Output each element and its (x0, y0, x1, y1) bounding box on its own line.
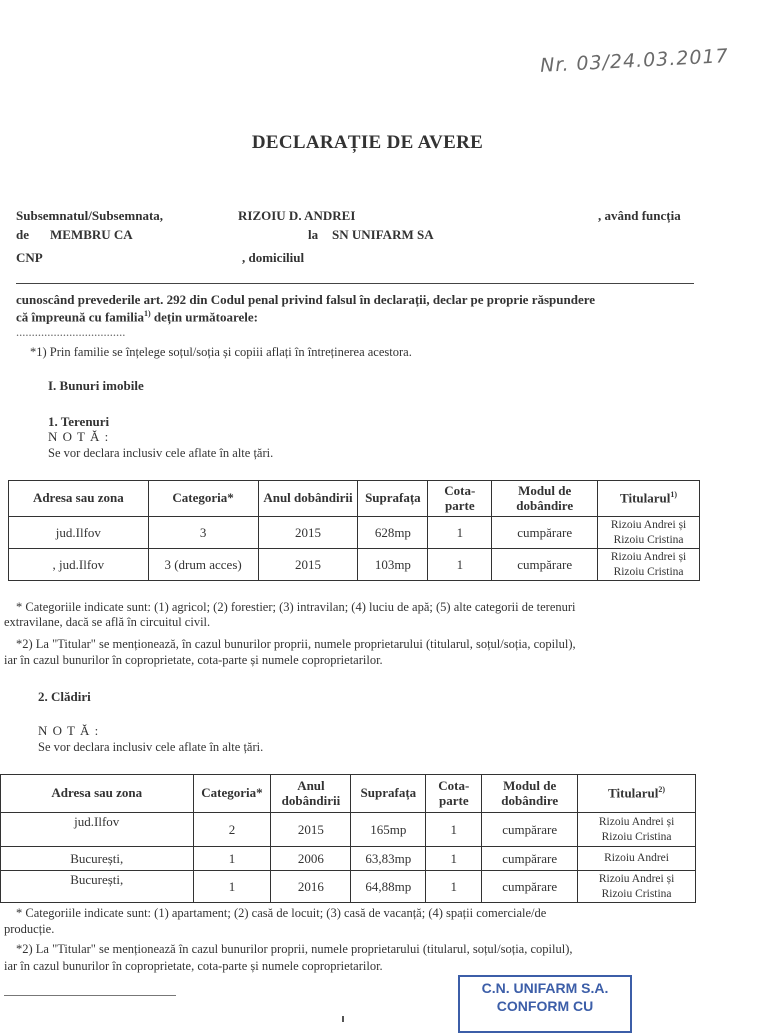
avand-functia-label: , având funcția (598, 208, 681, 223)
cell-cota: 1 (426, 813, 482, 847)
terenuri-footnote2-line1: *2) La "Titular" se menționează, în cazul bunurilor proprii, numele proprietarului (titularul, soțul/soția, copilul), (16, 637, 576, 651)
stamp-line2: CONFORM CU (496, 998, 594, 1014)
dots-separator: ................................... (16, 325, 126, 339)
section-cladiri-heading: 2. Clădiri (38, 689, 91, 704)
table-row (9, 517, 700, 549)
cell-anul: 2015 (258, 549, 358, 581)
header-titular (578, 775, 696, 813)
header-cota: Cota-parte (426, 775, 482, 813)
section-bunuri-imobile-heading: I. Bunuri imobile (48, 378, 144, 393)
cladiri-footnote1-line1: * Categoriile indicate sunt: (1) apartament; (2) casă de locuit; (3) casă de vacanță; (4) spații comerciale/de (16, 906, 547, 920)
footnote-separator (4, 995, 176, 996)
cell-titular (578, 847, 696, 871)
family-note: *1) Prin familie se înțelege soțul/soția și copiii aflați în întreținerea acestora. (30, 345, 412, 359)
de-label: de (16, 227, 29, 242)
cell-categoria: 3 (148, 517, 258, 549)
header-suprafata: Suprafața (351, 775, 426, 813)
terenuri-nota-label: N O T Ă : (48, 429, 110, 444)
header-modul: Modul de dobândire (492, 481, 598, 517)
cell-anul: 2015 (258, 517, 358, 549)
table-row (1, 871, 696, 903)
titular-line2: Rizoiu Cristina (601, 887, 672, 900)
header-categoria: Categoria* (193, 775, 271, 813)
cell-suprafata: 103mp (358, 549, 428, 581)
handwritten-registration-number: Nr. 03/24.03.2017 (539, 45, 730, 77)
cell-categoria: 3 (drum acces) (148, 549, 258, 581)
declarant-name: RIZOIU D. ANDREI (238, 208, 356, 223)
header-titular-text: Titularul (620, 490, 671, 506)
address-underline (16, 283, 694, 284)
titular-line2: Rizoiu Cristina (601, 830, 672, 843)
titular-line1: Rizoiu Andrei și (598, 873, 675, 886)
cell-suprafata: 628mp (358, 517, 428, 549)
header-modul: Modul de dobândire (482, 775, 578, 813)
cell-suprafata: 64,88mp (351, 871, 426, 903)
intro-text-start: că împreună cu familia (16, 309, 144, 325)
cell-adresa: București, (1, 847, 194, 871)
cell-modul: cumpărare (482, 847, 578, 871)
institution-name: SN UNIFARM SA (332, 227, 434, 242)
cell-adresa: , jud.Ilfov (9, 549, 149, 581)
cell-titular (578, 813, 696, 847)
cell-modul: cumpărare (492, 549, 598, 581)
section-terenuri-heading: 1. Terenuri (48, 414, 110, 429)
cladiri-footnote1-line2: producție. (4, 922, 55, 936)
cnp-label: CNP (16, 250, 43, 265)
cell-categoria: 1 (193, 871, 271, 903)
table-row (1, 813, 696, 847)
terenuri-footnote1-line2: extravilane, dacă se află în circuitul civil. (4, 615, 211, 629)
terenuri-table (8, 480, 700, 581)
cladiri-header-row (1, 775, 696, 813)
header-categoria: Categoria* (148, 481, 258, 517)
header-titular (598, 481, 700, 517)
header-anul: Anul dobândirii (258, 481, 358, 517)
titular-line2: Rizoiu Cristina (613, 533, 684, 546)
cladiri-footnote2-line1: *2) La "Titular" se menționează în cazul bunurilor proprii, numele proprietarului (titularul, soțul/soția, copilul), (16, 942, 573, 956)
cell-anul: 2006 (271, 847, 351, 871)
cladiri-nota-label: N O T Ă : (38, 723, 100, 738)
terenuri-nota-text: Se vor declara inclusiv cele aflate în alte țări. (48, 446, 274, 460)
cell-categoria: 2 (193, 813, 271, 847)
cell-suprafata: 63,83mp (351, 847, 426, 871)
header-titular-sup: 1) (670, 490, 678, 500)
cladiri-nota-text: Se vor declara inclusiv cele aflate în alte țări. (38, 740, 264, 754)
titular-line1: Rizoiu Andrei și (610, 519, 687, 532)
table-row (1, 847, 696, 871)
titular-line2: Rizoiu Cristina (613, 565, 684, 578)
intro-footnote-ref: 1) (143, 309, 151, 318)
domiciliul-label: , domiciliul (242, 250, 305, 265)
cell-suprafata: 165mp (351, 813, 426, 847)
header-adresa: Adresa sau zona (1, 775, 194, 813)
header-anul: Anul dobândirii (271, 775, 351, 813)
table-row (9, 549, 700, 581)
cell-anul: 2015 (271, 813, 351, 847)
cladiri-footnote2-line2: iar în cazul bunurilor în coproprietate, cota-parte și numele coproprietarilor. (4, 959, 383, 973)
cell-titular (598, 549, 700, 581)
cell-cota: 1 (428, 517, 492, 549)
header-titular-sup: 2) (658, 785, 666, 795)
cell-titular (598, 517, 700, 549)
page-mark (342, 1016, 344, 1022)
cell-categoria: 1 (193, 847, 271, 871)
cell-cota: 1 (428, 549, 492, 581)
cell-cota: 1 (426, 871, 482, 903)
terenuri-header-row (9, 481, 700, 517)
titular-line1: Rizoiu Andrei și (610, 551, 687, 564)
company-stamp (458, 975, 632, 1033)
cladiri-table (0, 774, 696, 903)
subsemnatul-label: Subsemnatul/Subsemnata, (16, 208, 164, 223)
cell-adresa: jud.Ilfov (9, 517, 149, 549)
cell-modul: cumpărare (482, 813, 578, 847)
terenuri-footnote1-line1: * Categoriile indicate sunt: (1) agricol; (2) forestier; (3) intravilan; (4) luciu de apă; (5) alte categorii de terenuri (16, 600, 576, 614)
cell-modul: cumpărare (482, 871, 578, 903)
cell-anul: 2016 (271, 871, 351, 903)
header-suprafata: Suprafața (358, 481, 428, 517)
intro-text-line1: cunoscând prevederile art. 292 din Codul penal privind falsul în declarații, declar pe proprie răspundere (16, 292, 596, 307)
header-titular-text: Titularul (608, 785, 659, 801)
cell-adresa: București, (1, 871, 194, 903)
declarant-function: MEMBRU CA (50, 227, 133, 242)
header-adresa: Adresa sau zona (9, 481, 149, 517)
intro-text-line2 (16, 309, 258, 325)
titular-line1: Rizoiu Andrei (604, 852, 669, 865)
cell-titular (578, 871, 696, 903)
titular-line1: Rizoiu Andrei și (598, 816, 675, 829)
cell-cota: 1 (426, 847, 482, 871)
intro-text-end: dețin următoarele: (150, 309, 258, 325)
header-cota: Cota-parte (428, 481, 492, 517)
la-label: la (308, 227, 319, 242)
terenuri-footnote2-line2: iar în cazul bunurilor în coproprietate, cota-parte și numele coproprietarilor. (4, 653, 383, 667)
cell-adresa: jud.Ilfov (1, 813, 194, 847)
document-title: DECLARAȚIE DE AVERE (251, 132, 484, 153)
cell-modul: cumpărare (492, 517, 598, 549)
stamp-line1: C.N. UNIFARM S.A. (481, 980, 609, 996)
